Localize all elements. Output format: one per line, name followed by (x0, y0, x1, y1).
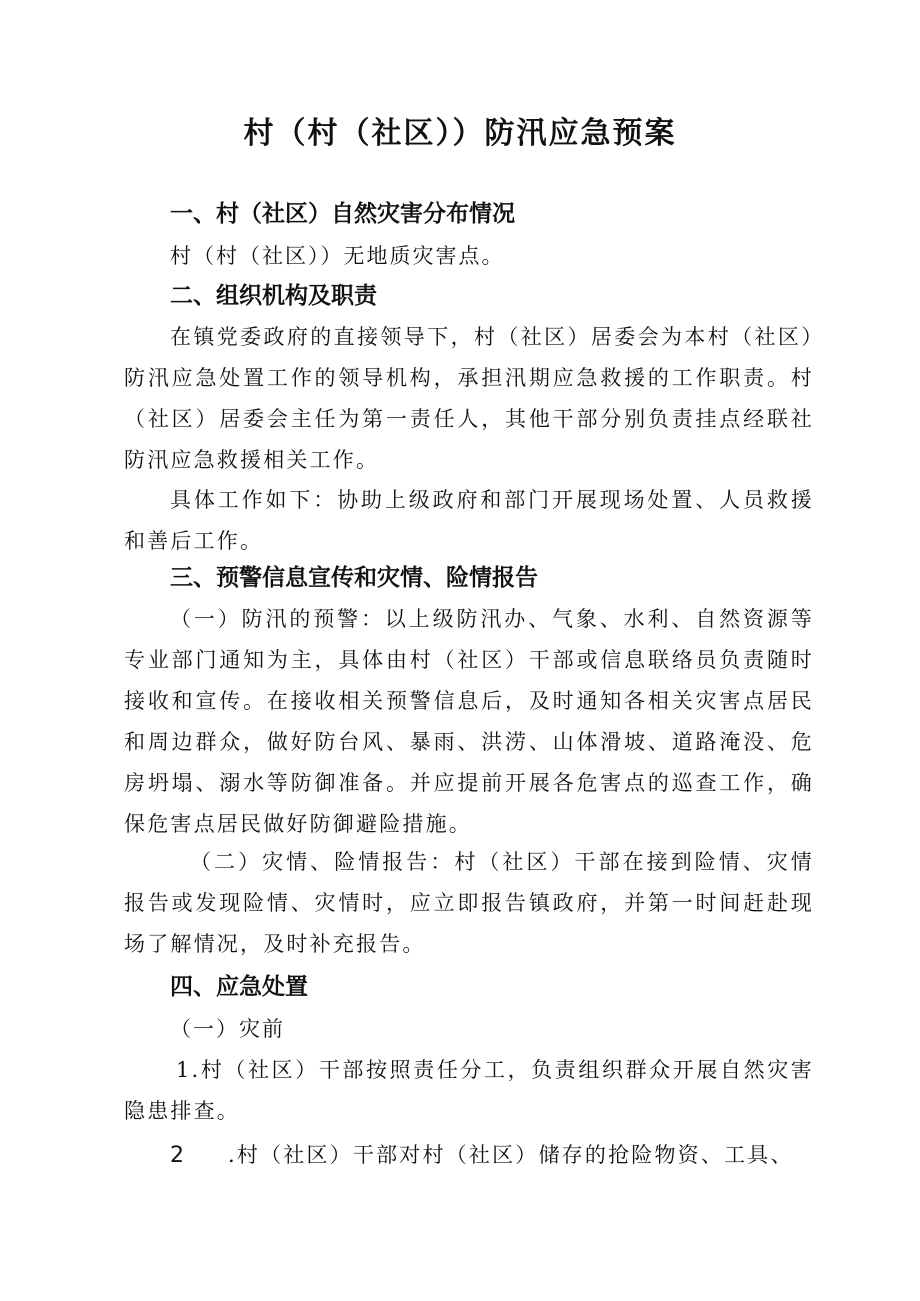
section-4-item-2 (170, 1135, 794, 1176)
section-2-paragraph-1: 在镇党委政府的直接领导下，村（社区）居委会为本村（社区）防汛应急处置工作的领导机构，承担汛期应急救援的工作职责。村（社区）居委会主任为第一责任人，其他干部分别负责挂点经联社防汛应急救援相关工作。 (124, 325, 814, 472)
section-heading-4: 四、应急处置 (170, 974, 308, 1000)
item-2-number: 2 (170, 1143, 187, 1168)
document-title: 村（村（社区））防汛应急预案 (243, 116, 677, 151)
section-4-subheading-1: （一）灾前 (170, 1017, 285, 1041)
section-3-paragraph-1: （一）防汛的预警：以上级防汛办、气象、水利、自然资源等专业部门通知为主，具体由村（社区）干部或信息联络员负责随时接收和宣传。在接收相关预警信息后，及时通知各相关灾害点居民和周边群众，做好防台风、暴雨、洪涝、山体滑坡、道路淹没、危房坍塌、溺水等防御准备。并应提前开展各危害点的巡查工作，确保危害点居民做好防御避险措施。 (124, 607, 814, 836)
section-heading-1: 一、村（社区）自然灾害分布情况 (170, 201, 515, 227)
section-1-text: 村（村（社区））无地质灾害点。 (170, 244, 505, 268)
item-2-text: .村（社区）干部对村（社区）储存的抢险物资、工具、 (228, 1143, 794, 1167)
section-2-paragraph-2: 具体工作如下：协助上级政府和部门开展现场处置、人员救援和善后工作。 (124, 488, 814, 553)
section-heading-2: 二、组织机构及职责 (170, 283, 377, 309)
section-heading-3: 三、预警信息宣传和灾情、险情报告 (170, 565, 538, 591)
section-3-paragraph-2: （二）灾情、险情报告：村（社区）干部在接到险情、灾情报告或发现险情、灾情时，应立即报告镇政府，并第一时间赶赴现场了解情况，及时补充报告。 (124, 850, 814, 956)
section-4-item-1: 1.村（社区）干部按照责任分工，负责组织群众开展自然灾害隐患排查。 (124, 1058, 814, 1123)
